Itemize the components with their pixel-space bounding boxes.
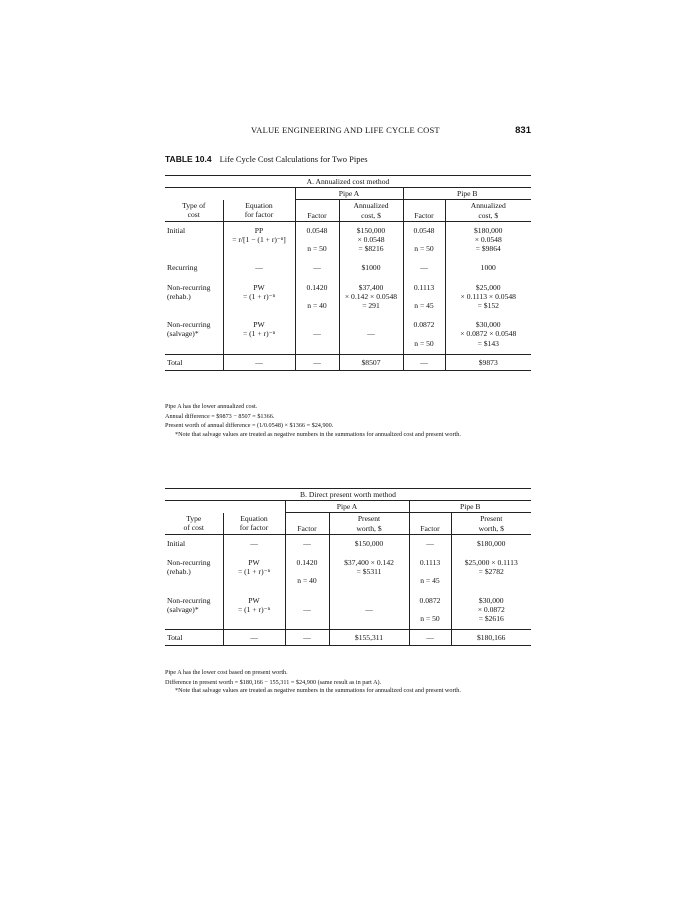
cell-cb: 1000: [445, 259, 531, 278]
table-row: [165, 259, 531, 278]
cell-eq: —: [223, 259, 295, 278]
cell-type: Non-recurring (salvage)*: [167, 320, 211, 339]
cell-fb: 0.1113 n = 45: [409, 554, 451, 592]
table-row: [165, 592, 531, 630]
col-header-type: Type of cost: [165, 200, 223, 221]
total-cell-ca: $8507: [339, 354, 403, 370]
note-line: Pipe A has the lower cost based on present worth.: [165, 669, 288, 676]
cell-type: Non-recurring (rehab.): [167, 282, 211, 301]
cell-type: Recurring: [167, 263, 198, 273]
group-header-pipe-a: Pipe A: [295, 188, 403, 200]
cell-type: Initial: [167, 225, 186, 235]
cell-cb: $30,000 × 0.0872 × 0.0548 = $143: [445, 316, 531, 354]
col-header-factor-a: Factor: [285, 513, 329, 534]
table-row: [165, 534, 531, 554]
col-header-equation: Equation for factor: [223, 200, 295, 221]
running-title: VALUE ENGINEERING AND LIFE CYCLE COST: [251, 125, 440, 135]
cell-eq: PW = (1 + r)⁻ⁿ: [223, 592, 285, 630]
cell-ca: $37,400 × 0.142 × 0.0548 = 291: [339, 279, 403, 317]
table-caption: [165, 154, 368, 164]
total-row: [165, 354, 531, 370]
cell-cb: $30,000 × 0.0872 = $2616: [451, 592, 531, 630]
table-label: TABLE 10.4: [165, 154, 212, 164]
cell-type: Non-recurring (rehab.): [167, 558, 211, 577]
cell-fa: —: [295, 316, 339, 354]
section-title: A. Annualized cost method: [165, 176, 531, 188]
total-cell-cb: $9873: [445, 354, 531, 370]
col-header-present-worth-a: Present worth, $: [329, 513, 409, 534]
table-row: [165, 279, 531, 317]
cell-cb: $25,000 × 0.1113 × 0.0548 = $152: [445, 279, 531, 317]
note-line: *Note that salvage values are treated as negative numbers in the summations for annualized cost and present worth.: [175, 430, 461, 438]
col-header-factor-b: Factor: [403, 200, 445, 221]
table-caption-text: Life Cycle Cost Calculations for Two Pipes: [219, 154, 368, 164]
group-header-pipe-b: Pipe B: [403, 188, 531, 200]
table-row: [165, 221, 531, 259]
total-cell-fa: —: [285, 630, 329, 646]
note-line: *Note that salvage values are treated as negative numbers in the summations for annualized cost and present worth.: [175, 687, 461, 695]
cell-fa: —: [285, 534, 329, 554]
total-cell-eq: —: [223, 354, 295, 370]
page-number: 831: [515, 125, 531, 136]
cell-cb: $180,000 × 0.0548 = $9864: [445, 221, 531, 259]
total-cell-fa: —: [295, 354, 339, 370]
table-row: [165, 316, 531, 354]
cell-fb: 0.0872 n = 50: [403, 316, 445, 354]
total-cell-ca: $155,311: [329, 630, 409, 646]
cell-fa: —: [295, 259, 339, 278]
cell-fa: —: [285, 592, 329, 630]
col-header-factor-b: Factor: [409, 513, 451, 534]
cell-cb: $25,000 × 0.1113 = $2782: [451, 554, 531, 592]
group-header-pipe-b: Pipe B: [409, 501, 531, 513]
cell-fb: 0.1113 n = 45: [403, 279, 445, 317]
total-cell-eq: —: [223, 630, 285, 646]
cell-fa: 0.0548 n = 50: [295, 221, 339, 259]
cell-eq: PP = r/[1 − (1 + r)⁻ⁿ]: [223, 221, 295, 259]
total-row: [165, 630, 531, 646]
col-header-type: Type of cost: [165, 513, 223, 534]
notes-table-a: [165, 402, 531, 439]
total-cell-label: Total: [165, 630, 223, 646]
running-header: [165, 125, 531, 136]
col-header-factor-a: Factor: [295, 200, 339, 221]
col-header-present-worth-b: Present worth, $: [451, 513, 531, 534]
total-cell-fb: —: [403, 354, 445, 370]
cell-eq: —: [223, 534, 285, 554]
col-header-annualized-a: Annualized cost, $: [339, 200, 403, 221]
cell-ca: $1000: [339, 259, 403, 278]
cell-eq: PW = (1 + r)⁻ⁿ: [223, 279, 295, 317]
cell-fb: 0.0872 n = 50: [409, 592, 451, 630]
cell-cb: $180,000: [451, 534, 531, 554]
note-line: Annual difference = $9873 − 8507 = $1366.: [165, 412, 275, 420]
group-header-pipe-a: Pipe A: [285, 501, 409, 513]
note-line: Present worth of annual difference = (1/0.0548) × $1366 = $24,900.: [165, 422, 334, 430]
present-worth-table: [165, 488, 531, 646]
cell-eq: PW = (1 + r)⁻ⁿ: [223, 554, 285, 592]
cell-fa: 0.1420 n = 40: [285, 554, 329, 592]
cell-ca: $150,000: [329, 534, 409, 554]
cell-ca: $150,000 × 0.0548 = $8216: [339, 221, 403, 259]
cell-fb: —: [403, 259, 445, 278]
table-row: [165, 554, 531, 592]
section-title: B. Direct present worth method: [165, 489, 531, 501]
note-line: Pipe A has the lower annualized cost.: [165, 403, 258, 410]
cell-fa: 0.1420 n = 40: [295, 279, 339, 317]
col-header-annualized-b: Annualized cost, $: [445, 200, 531, 221]
total-cell-label: Total: [165, 354, 223, 370]
cell-ca: $37,400 × 0.142 = $5311: [329, 554, 409, 592]
total-cell-cb: $180,166: [451, 630, 531, 646]
total-cell-fb: —: [409, 630, 451, 646]
cell-type: Initial: [167, 538, 186, 548]
cell-ca: —: [339, 316, 403, 354]
cell-fb: 0.0548 n = 50: [403, 221, 445, 259]
cell-ca: —: [329, 592, 409, 630]
notes-table-b: [165, 668, 531, 695]
cell-eq: PW = (1 + r)⁻ⁿ: [223, 316, 295, 354]
annualized-cost-table: [165, 175, 531, 371]
note-line: Difference in present worth = $180,166 − 155,311 = $24,900 (same result as in part A).: [165, 678, 382, 686]
col-header-equation: Equation for factor: [223, 513, 285, 534]
cell-fb: —: [409, 534, 451, 554]
cell-type: Non-recurring (salvage)*: [167, 595, 211, 614]
